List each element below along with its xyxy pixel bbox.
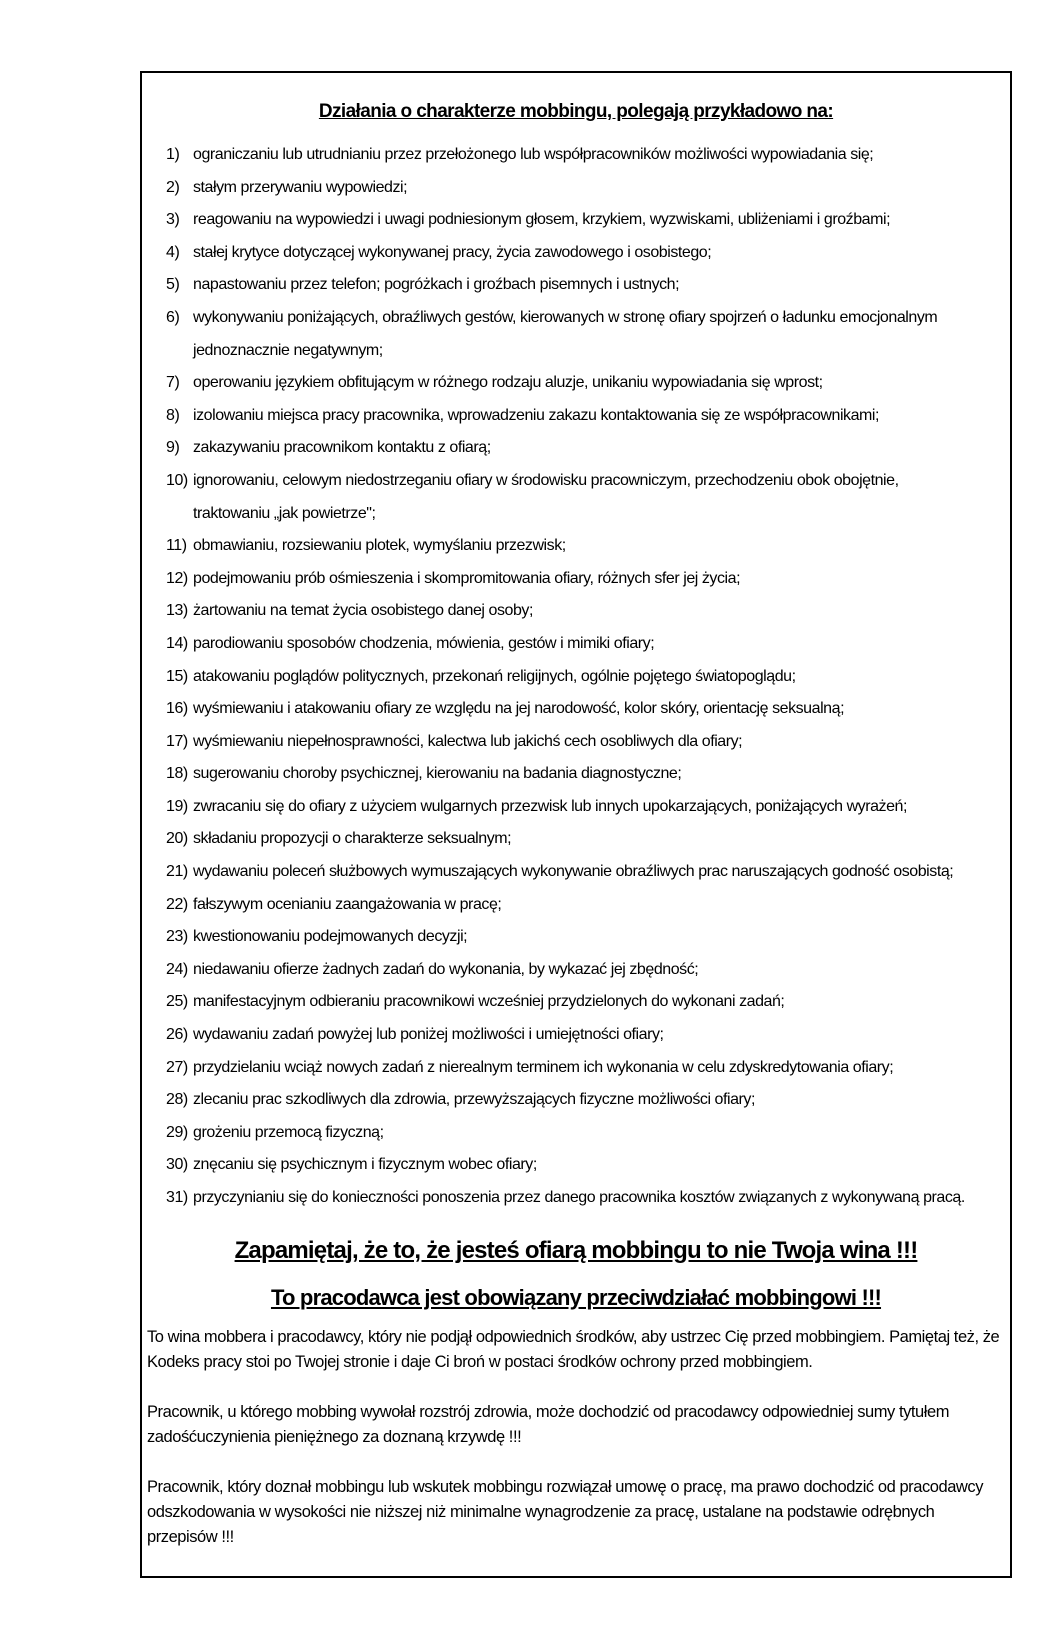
list-item-number: 2) xyxy=(166,178,180,196)
list-item-number: 12) xyxy=(166,569,188,587)
list-item-number: 17) xyxy=(166,732,188,750)
list-item-text: żartowaniu na temat życia osobistego danej osoby; xyxy=(193,602,533,620)
list-item-text: reagowaniu na wypowiedzi i uwagi podniesionym głosem, krzykiem, wyzwiskami, ubliżeniami i groźbami; xyxy=(193,211,891,229)
list-item-text: stałej krytyce dotyczącej wykonywanej pracy, życia zawodowego i osobistego; xyxy=(193,243,712,261)
emphasis-not-your-fault: Zapamiętaj, że to, że jesteś ofiarą mobbingu to nie Twoja wina !!! xyxy=(234,1236,918,1264)
list-item xyxy=(166,367,976,400)
list-item xyxy=(166,823,976,856)
list-item-text: grożeniu przemocą fizyczną; xyxy=(193,1123,384,1141)
list-item-number: 7) xyxy=(166,374,180,392)
list-item-number: 15) xyxy=(166,667,188,685)
list-item xyxy=(166,1117,976,1150)
mobbing-behaviors-list xyxy=(142,139,1010,1215)
list-item-number: 8) xyxy=(166,406,180,424)
list-item-number: 13) xyxy=(166,602,188,620)
list-item xyxy=(166,726,976,759)
list-item-number: 30) xyxy=(166,1156,188,1174)
list-item-number: 23) xyxy=(166,928,188,946)
list-item-text: stałym przerywaniu wypowiedzi; xyxy=(193,178,408,196)
list-item xyxy=(166,530,976,563)
list-item xyxy=(166,791,976,824)
list-item xyxy=(166,595,976,628)
closing-paragraph: Pracownik, u którego mobbing wywołał rozstrój zdrowia, może dochodzić od pracodawcy odpowiedniej sumy tytułem zadośćuczynienia pieniężnego za doznaną krzywdę !!! xyxy=(147,1402,950,1446)
list-item-text: napastowaniu przez telefon; pogróżkach i groźbach pisemnych i ustnych; xyxy=(193,276,680,294)
list-item xyxy=(166,237,976,270)
list-item xyxy=(166,302,976,367)
list-item-text: ignorowaniu, celowym niedostrzeganiu ofiary w środowisku pracowniczym, przechodzeniu obok obojętnie, traktowaniu „jak powietrze"; xyxy=(193,471,899,522)
document-title: Działania o charakterze mobbingu, polegają przykładowo na: xyxy=(318,101,834,122)
list-item-text: izolowaniu miejsca pracy pracownika, wprowadzeniu zakazu kontaktowania się ze współpracownikami; xyxy=(193,406,880,424)
list-item-number: 21) xyxy=(166,863,188,881)
list-item-text: przyczynianiu się do konieczności ponoszenia przez danego pracownika kosztów związanych z wykonywaną pracą. xyxy=(193,1189,965,1206)
list-item xyxy=(166,139,976,172)
list-item-text: znęcaniu się psychicznym i fizycznym wobec ofiary; xyxy=(193,1156,537,1174)
list-item-number: 14) xyxy=(166,634,188,652)
list-item-number: 26) xyxy=(166,1026,188,1044)
list-item-number: 19) xyxy=(166,797,188,815)
list-item-number: 22) xyxy=(166,895,188,913)
list-item-text: fałszywym ocenianiu zaangażowania w pracę; xyxy=(193,895,502,913)
list-item-number: 20) xyxy=(166,830,188,848)
list-item xyxy=(166,172,976,205)
list-item-text: wydawaniu poleceń służbowych wymuszających wykonywanie obraźliwych prac naruszających godność osobistą; xyxy=(193,863,954,881)
list-item-number: 16) xyxy=(166,700,188,718)
list-item-text: niedawaniu ofierze żadnych zadań do wykonania, by wykazać jej zbędność; xyxy=(193,960,699,978)
closing-paragraphs xyxy=(142,1325,1010,1550)
list-item xyxy=(166,563,976,596)
list-item xyxy=(166,465,976,530)
list-item xyxy=(166,400,976,433)
list-item-text: ograniczaniu lub utrudnianiu przez przełożonego lub współpracowników możliwości wypowiadania się; xyxy=(193,146,874,163)
list-item-number: 9) xyxy=(166,439,180,457)
list-item xyxy=(166,1182,976,1215)
emphasis-employer-obligation: To pracodawca jest obowiązany przeciwdziałać mobbingowi !!! xyxy=(270,1284,882,1310)
list-item-number: 27) xyxy=(166,1058,188,1076)
closing-paragraph: To wina mobbera i pracodawcy, który nie podjął odpowiednich środków, aby ustrzec Cię przed mobbingiem. Pamiętaj też, że Kodeks pracy stoi po Twojej stronie i daje Ci broń w postaci środków ochrony przed mobbingiem. xyxy=(147,1327,1000,1371)
list-item xyxy=(166,432,976,465)
list-item-number: 24) xyxy=(166,960,188,978)
list-item xyxy=(166,661,976,694)
list-item-text: operowaniu językiem obfitującym w różnego rodzaju aluzje, unikaniu wypowiadania się wprost; xyxy=(193,374,823,392)
list-item-number: 6) xyxy=(166,308,180,326)
list-item-text: manifestacyjnym odbieraniu pracownikowi wcześniej przydzielonych do wykonani zadań; xyxy=(193,993,785,1011)
list-item-text: wyśmiewaniu niepełnosprawności, kalectwa lub jakichś cech osobliwych dla ofiary; xyxy=(193,732,743,750)
list-item-text: wydawaniu zadań powyżej lub poniżej możliwości i umiejętności ofiary; xyxy=(193,1026,664,1044)
list-item xyxy=(166,889,976,922)
list-item-number: 31) xyxy=(166,1189,188,1206)
list-item-number: 3) xyxy=(166,211,180,229)
list-item-number: 5) xyxy=(166,276,180,294)
list-item xyxy=(166,1052,976,1085)
list-item-text: atakowaniu poglądów politycznych, przekonań religijnych, ogólnie pojętego światopoglądu; xyxy=(193,667,796,685)
list-item-text: zwracaniu się do ofiary z użyciem wulgarnych przezwisk lub innych upokarzających, poniżających wyrażeń; xyxy=(193,797,907,815)
list-item xyxy=(166,758,976,791)
list-item xyxy=(166,1019,976,1052)
list-item xyxy=(166,693,976,726)
list-item-number: 18) xyxy=(166,765,188,783)
list-item-number: 25) xyxy=(166,993,188,1011)
list-item-text: kwestionowaniu podejmowanych decyzji; xyxy=(193,928,468,946)
list-item xyxy=(166,921,976,954)
list-item xyxy=(166,1084,976,1117)
list-item xyxy=(166,954,976,987)
list-item-number: 11) xyxy=(166,537,187,555)
list-item-number: 28) xyxy=(166,1091,188,1109)
list-item xyxy=(166,628,976,661)
list-item-text: podejmowaniu prób ośmieszenia i skompromitowania ofiary, różnych sfer jej życia; xyxy=(193,569,741,587)
list-item-number: 29) xyxy=(166,1123,188,1141)
list-item xyxy=(166,1149,976,1182)
list-item-number: 4) xyxy=(166,243,180,261)
list-item xyxy=(166,856,976,889)
list-item-text: wykonywaniu poniżających, obraźliwych gestów, kierowanych w stronę ofiary spojrzeń o ładunku emocjonalnym jednoznacznie negatywnym; xyxy=(193,308,938,359)
list-item-text: sugerowaniu choroby psychicznej, kierowaniu na badania diagnostyczne; xyxy=(193,765,682,783)
list-item-text: parodiowaniu sposobów chodzenia, mówienia, gestów i mimiki ofiary; xyxy=(193,634,655,652)
list-item-text: zakazywaniu pracownikom kontaktu z ofiarą; xyxy=(193,439,491,457)
list-item-number: 10) xyxy=(166,471,188,489)
list-item-text: przydzielaniu wciąż nowych zadań z nierealnym terminem ich wykonania w celu zdyskredytowania ofiary; xyxy=(193,1058,894,1076)
list-item xyxy=(166,204,976,237)
list-item-text: obmawianiu, rozsiewaniu plotek, wymyślaniu przezwisk; xyxy=(193,537,566,555)
list-item-text: wyśmiewaniu i atakowaniu ofiary ze względu na jej narodowość, kolor skóry, orientację seksualną; xyxy=(193,700,845,718)
list-item-text: składaniu propozycji o charakterze seksualnym; xyxy=(193,830,512,848)
list-item-text: zlecaniu prac szkodliwych dla zdrowia, przewyższających fizyczne możliwości ofiary; xyxy=(193,1091,755,1109)
document-border-frame xyxy=(140,71,1012,1578)
closing-paragraph: Pracownik, który doznał mobbingu lub wskutek mobbingu rozwiązał umowę o pracę, ma prawo dochodzić od pracodawcy odszkodowania w wysokości nie niższej niż minimalne wynagrodzenie za pracę, ustalane na podstawie odrębnych przepisów !!! xyxy=(147,1477,983,1546)
list-item xyxy=(166,986,976,1019)
list-item xyxy=(166,269,976,302)
list-item-number: 1) xyxy=(166,146,180,163)
